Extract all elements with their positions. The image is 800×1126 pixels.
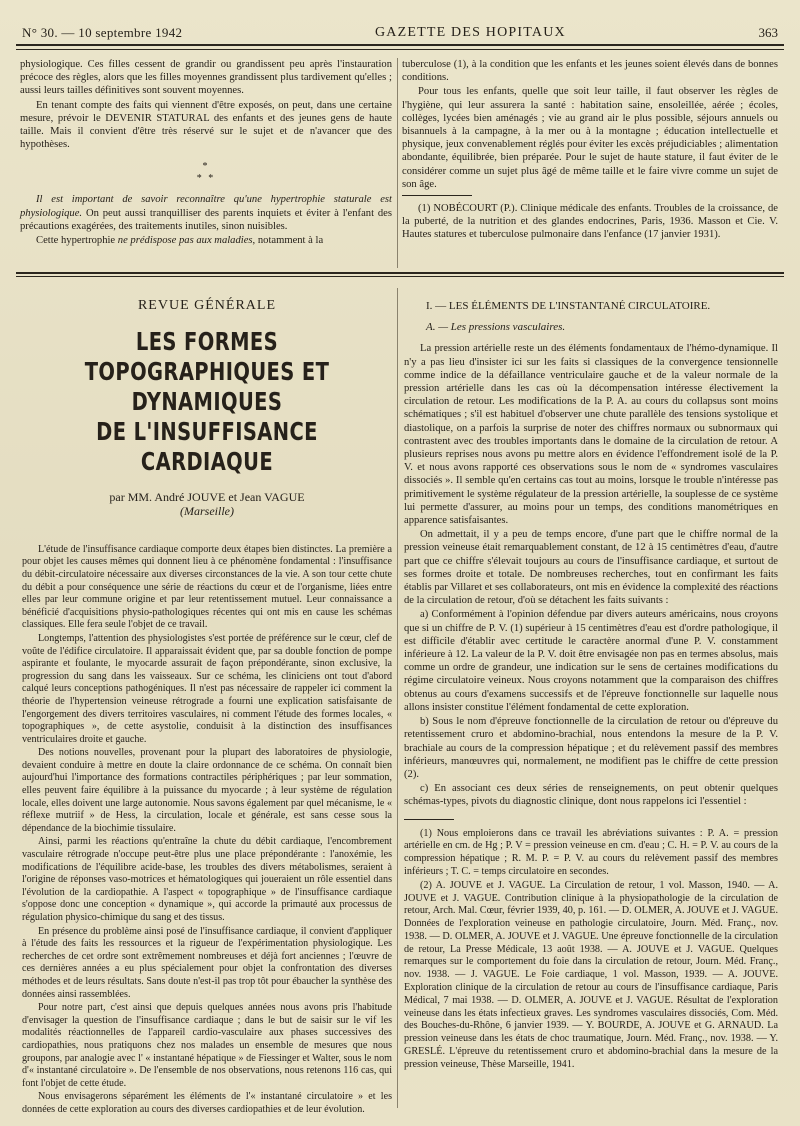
paragraph: En tenant compte des faits qui viennent d'être exposés, on peut, dans une certaine mesure, prévoir le DEVENIR STATURAL des enfants et des jeunes gens de haute taille. Mais il convient d'être très réservé sur le sujet et de n'avancer que des hypothèses. (20, 99, 392, 151)
paragraph: Pour notre part, c'est ainsi que depuis quelques années nous avons pris l'habitude d'envisager la question de l'insuffisance cardiaque ; dans le but de saisir sur le vif les modalités réactionnelles de l'appareil cardio-vasculaire aux phases successives des cardiopathies, nous pratiquons chez nos malades un ensemble de mesures que nous groupons, par analogie avec l' « instantané hépatique » de Fiessinger et Walter, sous le nom d'« instantané circulatoire ». De l'ensemble de nos observations, nous retenons 116 cas, qui font l'objet de cette étude. (22, 1002, 392, 1089)
section-title: REVUE GÉNÉRALE (137, 298, 277, 313)
paragraph: Des notions nouvelles, provenant pour la plupart des laboratoires de physiologie, devaient conduire à mettre en doute la claire ordonnance de ce schéma. On connaît bien aujourd'hui l'importance des formations contractiles périphériques ; par leur sommation, elles peuvent faire équilibre à la puissance du myocarde ; à leur système de régulation locale, elles doivent une large autonomie. Nous savons également par quel mécanisme, le « réflexe mutriif » de Hess, la circulation, locale et générale, est sans cesse sous la dépendance de la biochimie tissulaire. (22, 747, 392, 834)
paragraph: Pour tous les enfants, quelle que soit leur taille, il faut observer les règles de l'hygiène, qui leur assurera la santé : habitation saine, ensoleillée, aérée ; écoles, collèges, lycées bien aménagés ; vie au grand air le plus possible, séjours annuels ou bisannuels à la campagne, à la mer ou à la montagne ; éducation intellectuelle et physique, jeux convenablement réglés pour éviter les excès préjudiciables ; alimentation abondante, équilibrée, bien préparée. Pour le sujet de haute stature, il faut éviter de le considérer comme un sujet plus âgé de même taille et le faire vivre comme un sujet de son âge. (402, 86, 778, 190)
paragraph: tuberculose (1), à la condition que les enfants et les jeunes soient élevés dans de bonnes conditions. (402, 59, 778, 84)
paragraph (20, 193, 392, 233)
footnote: (1) Nous emploierons dans ce travail les abréviations suivantes : P. A. = pression artérielle en cm. de Hg ; P. V = pression veineuse en cm. d'eau ; C. H. = P. V. au cours de la compression hépatique ; R. M. P. = P. V. au cours du relèvement passif des membres inférieurs ; T. C. = temps circulatoire en secondes. (404, 827, 778, 877)
top-left-column (20, 58, 392, 248)
footnote-rule (404, 819, 454, 820)
column-rule (397, 58, 398, 268)
paragraph: physiologique. Ces filles cessent de grandir ou grandissent peu après l'instauration précoce des règles, alors que les filles moyennes grandissent plus tardivement qu'elles ; aussi leurs tailles définitives sont souvent moyennes. (20, 59, 392, 97)
italic-lead: Il est important de savoir reconnaître qu'une hypertrophie staturale est physiologique. (20, 194, 392, 219)
footnote: (2) A. JOUVE et J. VAGUE. La Circulation de retour, 1 vol. Masson, 1940. — A. JOUVE et J. VAGUE. Contribution clinique à la physiopathologie de la circulation de retour, Arch. Mal. Cœur, février 1939, 40, p. 161. — D. OLMER, A. JOUVE et J. VAGUE. Données de l'exploration veineuse en pathologie circulatoire, Journ. Méd. Franç., nov. 1938. — D. OLMER, A. JOUVE et J. VAGUE. Une épreuve fonctionnelle de la circulation de retour, La Presse Médicale, 13 août 1938. — A. JOUVE et J. VAGUE. Quelques remarques sur le comportement du foie dans la circulation de retour, Journ. Méd. Franç., nov. 1938. — J. VAGUE. Le Foie cardiaque, 1 vol. Masson, 1939. — A. JOUVE. Exploration clinique de la circulation de retour au cours de l'insuffisance cardiaque, Paris Médical, 7 mai 1938. — D. OLMER, A. JOUVE et J. VAGUE. Résultat de l'exploration veineuse dans les états infectieux graves. Les syndromes vasculaires dissociés, Com. Méd. des Bouches-du-Rhône, 6 janvier 1939. — Y. BOURDE, A. JOUVE et G. ARNAUD. La pression veineuse dans les états de choc traumatique, Journ. Méd. Franç., nov. 1938. — Y. GRESLÉ. L'épreuve du retentissement cruro et abdomino-brachial dans la mesure de la pression veineuse, Thèse Marseille, 1941. (404, 879, 778, 1070)
page-number: 363 (758, 25, 778, 40)
page-header (16, 20, 784, 46)
paragraph: a) Conformément à l'opinion défendue par divers auteurs américains, nous croyons que si un chiffre de P. V. (1) supérieur à 15 centimètres d'eau est d'ordre pathologique, il est difficile d'établir avec certitude le caractère anormal d'une P. V. constamment inférieure à 12. La valeur de la P. V. doit être envisagée non pas en termes absolus, mais comme un ordre de grandeur, une indication sur le sens de certaines modifications du régime circulatoire veineux. Nous croyons notamment que la comparaison des chiffres obtenus au cours d'examens successifs et de l'épreuve fonctionnelle sur laquelle nous allons insister constitue l'élément fondamental de cette exploration. (404, 609, 778, 713)
paragraph: Longtemps, l'attention des physiologistes s'est portée de préférence sur le cœur, clef de voûte de l'édifice circulatoire. Il apparaissait évident que, par sa double fonction de pompe aspirante et foulante, le myocarde assurait de façon prépondérante, sinon exclusive, la progression du sang dans les vaisseaux. Sur ce schéma, les cliniciens ont tout d'abord calqué leurs conceptions pathogéniques. Il n'est pas nécessaire de rappeler ici comment la théorie de l'hypertension veineuse rétrograde a fourni une explication satisfaisante de l'engorgement des divers territoires vasculaires, ni comment l'étude des formes locales, « topographiques », de cette asystolie, conduisit à la distinction des insuffisances ventriculaires droite et gauche. (22, 632, 392, 745)
section-stars: * * * (196, 161, 216, 185)
article-right-column (404, 296, 778, 1073)
column-rule (397, 288, 398, 1108)
paragraph (20, 234, 392, 247)
footnotes (404, 828, 778, 1072)
section-divider-thin (16, 276, 784, 277)
article-city: (Marseille) (180, 504, 234, 519)
issue-date: N° 30. — 10 septembre 1942 (22, 25, 183, 40)
paragraph: On admettait, il y a peu de temps encore, d'une part que le chiffre normal de la pression veineuse était remarquablement constant, de 12 à 15 centimètres d'eau, d'autre part que ce chiffre s'élevait toujours au cours de l'insuffisance cardiaque, et surtout de ses formes droite et totale. De nombreuses recherches, tout en confirmant les faits établis par Villaret et ses collaborateurs, ont mis en évidence la complexité des réactions de la circulation de retour, d'où se détachent les faits suivants : (404, 529, 778, 607)
paragraph: Ainsi, parmi les réactions qu'entraîne la chute du débit cardiaque, l'encombrement vasculaire rétrograde n'occupe peut-être plus une place prépondérante : l'anoxémie, les modifications de l'équilibre acide-base, les troubles des divers métabolismes, seraient à l'origine de réponses vaso-motrices et hématologiques qui joueraient un rôle essentiel dans l'évolution de la cardiopathie. A l'aspect « topographique » de l'insuffisance cardiaque s'oppose donc une conception « dynamique », qui accorde la primauté aux processus de régulation physico-chimique du sang et des tissus. (22, 836, 392, 923)
article-left-column (22, 296, 392, 1118)
paragraph-text: Cette hypertrophie (36, 235, 118, 247)
sub-heading: A. — Les pressions vasculaires. (426, 321, 566, 334)
footnote: (1) NOBÉCOURT (P.). Clinique médicale des enfants. Troubles de la croissance, de la puberté, de la nutrition et des glandes endocrines, Paris, 1936. Masson et Cie. V. Hautes statures et tuberculose pulmonaire dans l'enfance (17 janvier 1931). (402, 203, 778, 241)
part-heading: I. — LES ÉLÉMENTS DE L'INSTANTANÉ CIRCULATOIRE. (426, 300, 711, 312)
article-title-line1: LES FORMES TOPOGRAPHIQUES ET DYNAMIQUES (84, 326, 330, 416)
footnote-rule (402, 195, 472, 196)
article-body (22, 544, 392, 1117)
paragraph-text: , notamment à la (252, 235, 324, 247)
paragraph: c) En associant ces deux séries de renseignements, on peut obtenir quelques schémas-types, pivots du diagnostic clinique, dont nous rappelons ici l'essentiel : (404, 783, 778, 808)
section-divider (16, 272, 784, 274)
paragraph: L'étude de l'insuffisance cardiaque comporte deux étapes bien distinctes. La première a pour objet les causes mêmes qui donnent lieu à ce phénomène fondamental : l'insuffisance du débit-circulatoire nécessaire aux diverses circonstances de la vie. A son tour cette chute du débit a pour conséquence une série de réactions du cœur et de l'organisme, liées entre elles par leur commune origine et par leur retentissement mutuel. Leur connaissance a bénéficié d'acquisitions physio-pathologiques récentes qui ont mis en cause les schémas classiques. Elle fera seule l'objet de ce travail. (22, 543, 392, 631)
paragraph: La pression artérielle reste un des éléments fondamentaux de l'hémo-dynamique. Il n'y a pas lieu d'insister ici sur les faits si classiques de la convergence tensionnelle comme indice de la défaillance ventriculaire gauche et de la valeur normale de la pression artérielle dans les cas où la décompensation intéresse électivement la circulation de retour. Les modifications de la P. A. au cours du collapsus sont moins schématiques ; s'il est habituel d'observer une chute parallèle des tensions systolique et diastolique, on a parfois la surprise de noter des chiffres normaux ou subnormaux qui contrastent avec des troubles importants dans le domaine de la circulation de retour. A plusieurs reprises nous avons pu mettre alors en évidence l'effondrement isolé de la P. V. et nous avons rapporté ces observations sous le nom de « syndromes vasculaires dissociés ». Il semble qu'en certains cas tout au moins, lorsque le trouble n'intéresse pas primitivement le système régulateur de la pression artérielle, la souplesse de ce système lui permette d'assurer, au moins pour un temps, des conditions manométriques en apparence satisfaisantes. (404, 343, 778, 527)
paragraph-text: On peut aussi tranquilliser des parents inquiets et éviter à l'enfant des précautions exagérées, des traitements inutiles, sinon nuisibles. (20, 207, 392, 232)
paragraph: Nous envisagerons séparément les éléments de l'« instantané circulatoire » et les données de cette exploration au cours des diverses cardiopathies et de leur évolution. (22, 1091, 392, 1115)
italic-phrase: ne prédispose pas aux maladies (117, 235, 253, 247)
article-authors: par MM. André JOUVE et Jean VAGUE (109, 489, 305, 504)
header-rule (16, 49, 784, 50)
article-title (32, 327, 383, 477)
paragraph: b) Sous le nom d'épreuve fonctionnelle de la circulation de retour ou d'épreuve du retentissement cruro et abdomino-brachial, nous entendons la mesure de la P. V. brachiale au cours de la compression hépatique ; et du relèvement passif des membres inférieurs, manœuvres qui, normalement, ne modifient pas le chiffre de cette pression (2). (404, 716, 778, 780)
article-title-line2: DE L'INSUFFISANCE CARDIAQUE (96, 416, 318, 476)
top-right-column (402, 58, 778, 243)
paragraph: En présence du problème ainsi posé de l'insuffisance cardiaque, il convient d'appliquer à l'étude des faits les ressources et la rigueur de l'expérimentation physiologique. Les recherches de cet ordre sont extrêmement nombreuses et déjà fort anciennes ; l'œuvre de ces dernières années a eu plus spécialement pour objet la confrontation des diverses méthodes et de leurs résultats. Sans doute n'est-il pas trop tôt pour ébaucher la synthèse des données ainsi rassemblées. (22, 925, 392, 1000)
journal-title: GAZETTE DES HOPITAUX (374, 25, 566, 40)
